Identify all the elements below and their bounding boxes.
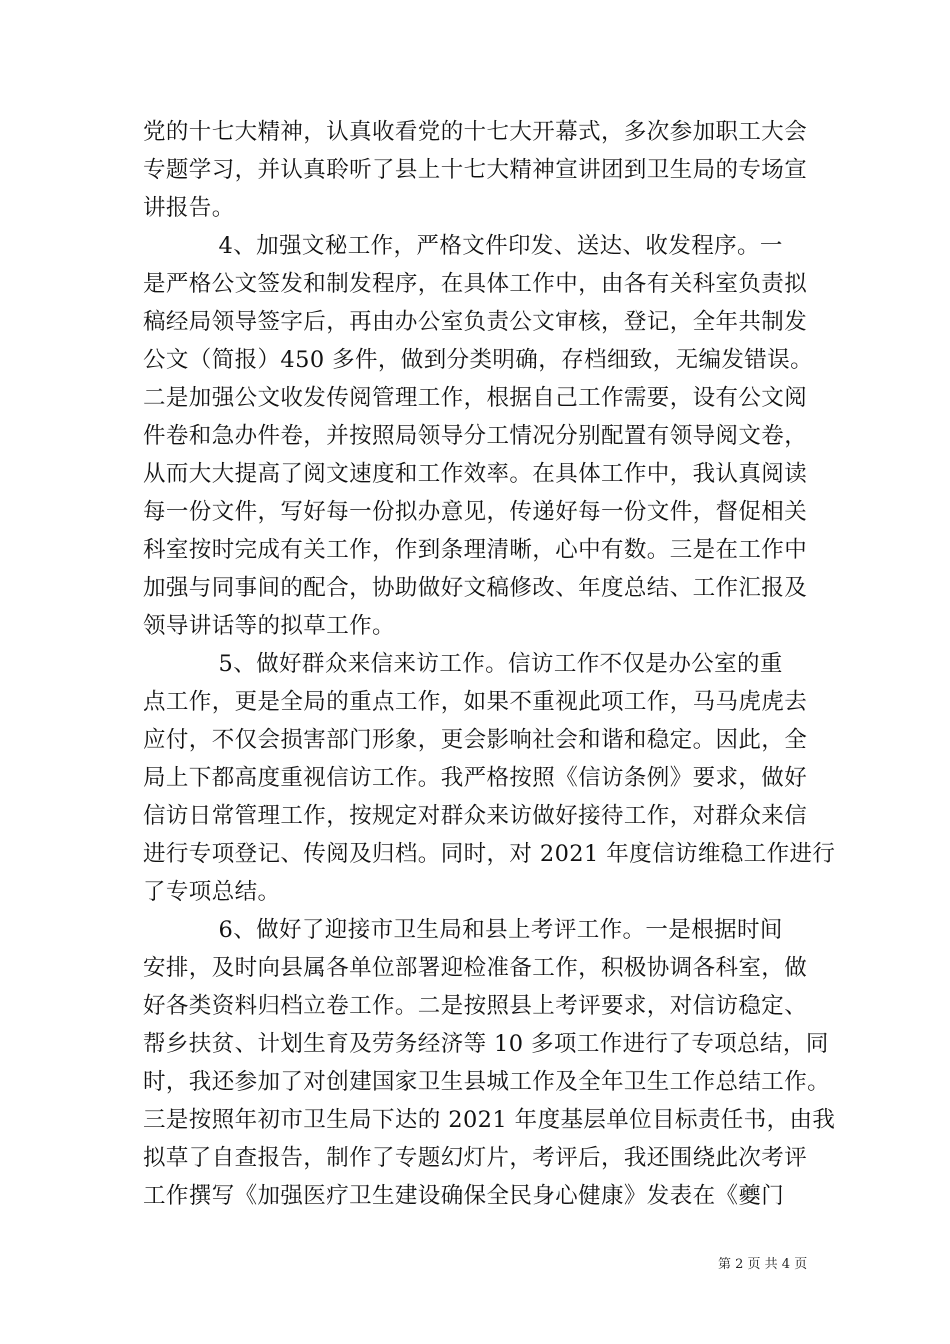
body-text-line: 稿经局领导签字后，再由办公室负责公文审核，登记，全年共制发 — [143, 309, 808, 335]
body-text-line: 从而大大提高了阅文速度和工作效率。在具体工作中，我认真阅读 — [143, 461, 808, 487]
body-text-line: 工作撰写《加强医疗卫生建设确保全民身心健康》发表在《夔门 — [143, 1183, 785, 1209]
body-text-line: 领导讲话等的拟草工作。 — [143, 613, 395, 639]
body-text-line: 了专项总结。 — [143, 879, 281, 905]
page-number-footer: 第 2 页 共 4 页 — [718, 1257, 808, 1272]
body-text-line: 专题学习，并认真聆听了县上十七大精神宣讲团到卫生局的专场宣 — [143, 157, 808, 183]
body-text-line: 拟草了自查报告，制作了专题幻灯片，考评后，我还围绕此次考评 — [143, 1145, 808, 1171]
body-text-line: 帮乡扶贫、计划生育及劳务经济等 10 多项工作进行了专项总结，同 — [143, 1031, 829, 1057]
body-text-line: 讲报告。 — [143, 195, 235, 221]
body-text-line: 时，我还参加了对创建国家卫生县城工作及全年卫生工作总结工作。 — [143, 1069, 831, 1095]
body-text-line: 进行专项登记、传阅及归档。同时，对 2021 年度信访维稳工作进行 — [143, 841, 836, 867]
body-text-line: 应付，不仅会损害部门形象，更会影响社会和谐和稳定。因此，全 — [143, 727, 808, 753]
body-text-line: 党的十七大精神，认真收看党的十七大开幕式，多次参加职工大会 — [143, 119, 808, 145]
body-text-line: 每一份文件，写好每一份拟办意见，传递好每一份文件，督促相关 — [143, 499, 808, 525]
body-text-line: 科室按时完成有关工作，作到条理清晰，心中有数。三是在工作中 — [143, 537, 808, 563]
body-text-line: 点工作，更是全局的重点工作，如果不重视此项工作，马马虎虎去 — [143, 689, 808, 715]
body-text-line: 信访日常管理工作，按规定对群众来访做好接待工作，对群众来信 — [143, 803, 808, 829]
body-text-line: 4、加强文秘工作，严格文件印发、送达、收发程序。一 — [143, 233, 783, 259]
body-text-line: 件卷和急办件卷，并按照局领导分工情况分别配置有领导阅文卷， — [143, 423, 808, 449]
body-text-line: 好各类资料归档立卷工作。二是按照县上考评要求，对信访稳定、 — [143, 993, 808, 1019]
body-text-line: 6、做好了迎接市卫生局和县上考评工作。一是根据时间 — [143, 917, 783, 943]
body-text-line: 5、做好群众来信来访工作。信访工作不仅是办公室的重 — [143, 651, 783, 677]
body-text-line: 公文（简报）450 多件，做到分类明确，存档细致，无编发错误。 — [143, 347, 813, 373]
body-text-line: 加强与同事间的配合，协助做好文稿修改、年度总结、工作汇报及 — [143, 575, 808, 601]
body-text-line: 是严格公文签发和制发程序，在具体工作中，由各有关科室负责拟 — [143, 271, 808, 297]
body-text-line: 安排，及时向县属各单位部署迎检准备工作，积极协调各科室，做 — [143, 955, 808, 981]
body-text-line: 二是加强公文收发传阅管理工作，根据自己工作需要，设有公文阅 — [143, 385, 808, 411]
body-text-line: 三是按照年初市卫生局下达的 2021 年度基层单位目标责任书，由我 — [143, 1107, 836, 1133]
body-text-line: 局上下都高度重视信访工作。我严格按照《信访条例》要求，做好 — [143, 765, 808, 791]
